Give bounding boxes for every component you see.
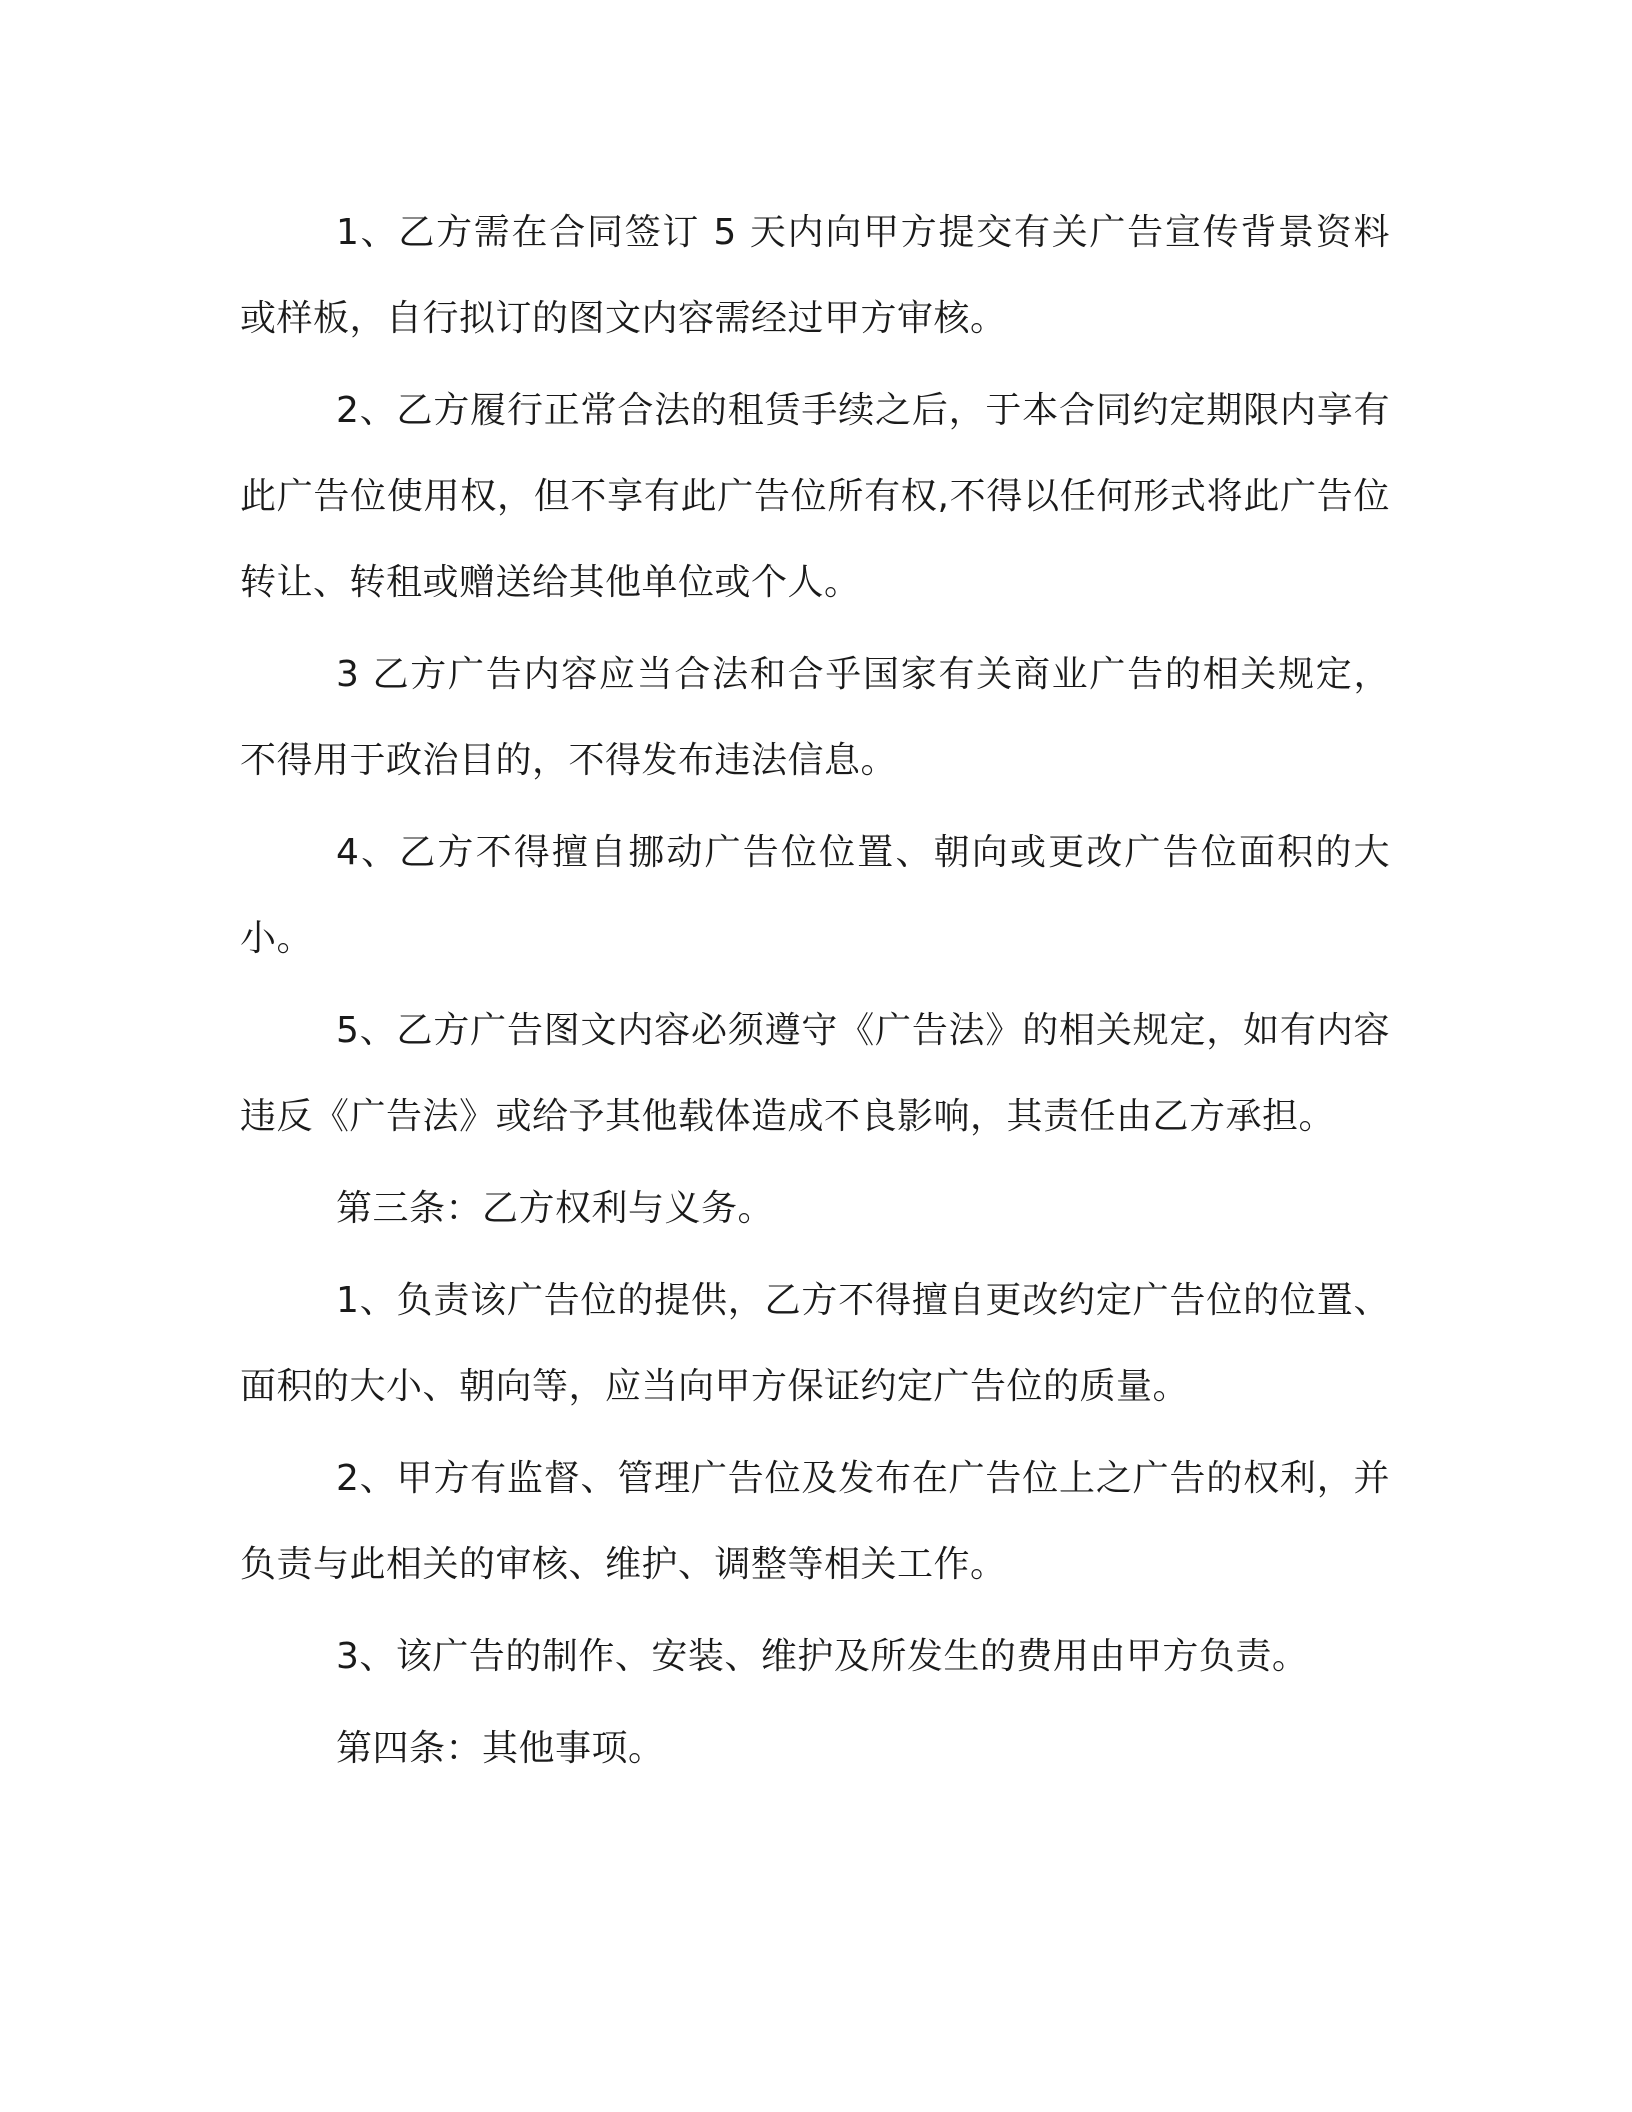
article-3-clause-1: 1、负责该广告位的提供，乙方不得擅自更改约定广告位的位置、面积的大小、朝向等，应当向甲方保证约定广告位的质量。 <box>240 1280 1390 1407</box>
article-3-clause-2: 2、甲方有监督、管理广告位及发布在广告位上之广告的权利，并负责与此相关的审核、维护、调整等相关工作。 <box>240 1458 1390 1585</box>
article-3-clause-3: 3、该广告的制作、安装、维护及所发生的费用由甲方负责。 <box>336 1636 1309 1677</box>
document-page <box>240 190 1390 1798</box>
clause-1-materials: 1、乙方需在合同签订 5 天内向甲方提交有关广告宣传背景资料或样板，自行拟订的图文内容需经过甲方审核。 <box>240 212 1390 339</box>
article-4-heading: 第四条：其他事项。 <box>336 1728 665 1769</box>
clause-5-advertising-law: 5、乙方广告图文内容必须遵守《广告法》的相关规定，如有内容违反《广告法》或给予其他载体造成不良影响，其责任由乙方承担。 <box>240 1010 1390 1137</box>
clause-4-no-relocation: 4、乙方不得擅自挪动广告位位置、朝向或更改广告位面积的大小。 <box>240 832 1390 959</box>
article-3-heading: 第三条：乙方权利与义务。 <box>336 1188 775 1229</box>
clause-2-usage-rights: 2、乙方履行正常合法的租赁手续之后，于本合同约定期限内享有此广告位使用权，但不享有此广告位所有权,不得以任何形式将此广告位转让、转租或赠送给其他单位或个人。 <box>240 390 1390 603</box>
clause-3-content-legality: 3 乙方广告内容应当合法和合乎国家有关商业广告的相关规定，不得用于政治目的，不得发布违法信息。 <box>240 654 1390 781</box>
